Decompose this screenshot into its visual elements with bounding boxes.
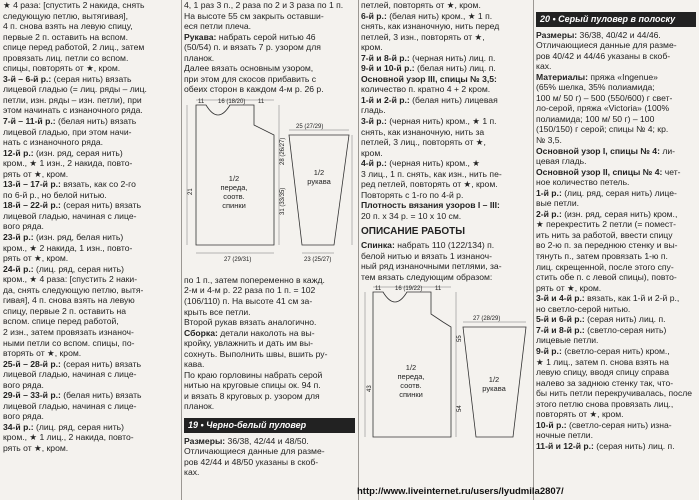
text-line: На высоте 55 см закрыть оставши- (184, 10, 324, 21)
text-line: петлей, повторять от ★, кром. (361, 0, 481, 10)
text-line: тем вязать следующим образом: (361, 271, 493, 282)
text-line: Далее вязать основным узором, (184, 63, 314, 74)
text-line: 2-й р.: (изн. ряд, серая нить) кром., (536, 208, 678, 219)
text-line: Размеры: 36/38, 40/42 и 44/46. (536, 29, 661, 40)
text-line: № 3,5. (536, 135, 562, 146)
text-line: да, снять следующую петлю, вытя- (3, 284, 144, 295)
text-line: налево за заднюю стенку так, что- (536, 377, 674, 388)
text-line: лицевой гладью (= лиц. ряды – лиц. (3, 84, 147, 95)
work-description-title: ОПИСАНИЕ РАБОТЫ (361, 226, 466, 238)
text-line: кром., ★ 2 накида, 1 изн., повто- (3, 242, 133, 253)
column-2 (184, 0, 355, 500)
text-line: Повторять с 1-го по 4-й р. (361, 189, 464, 200)
piece2-label-4: спинки (399, 390, 423, 400)
text-line: кром. (361, 147, 383, 158)
sleeve-label-2: рукава (307, 176, 331, 186)
text-line: крыть все петли. (184, 306, 251, 317)
text-line: и вязать 8 круговых р. узором для (184, 390, 320, 401)
text-line: спице перед работой, 2 лиц., затем (3, 42, 145, 53)
dim2-top-a: 11 (375, 286, 382, 293)
text-line: 34-й р.: (лиц. ряд, серая нить) (3, 421, 124, 432)
pattern-diagram-2 (361, 282, 531, 452)
text-line: лицевые петли. (536, 335, 599, 346)
text-line: ★ 1 лиц., затем п. снова взять на (536, 356, 669, 367)
text-line: Второй рукав вязать аналогично. (184, 317, 317, 328)
text-line: кром., ★ 4 раза: [спустить 2 нaки- (3, 274, 138, 285)
text-line: ров 40/42 и 44/46 указаны в скоб- (536, 50, 671, 61)
text-line: снять, как изнаночную, нить за (361, 126, 485, 137)
text-line: следующую петлю, вытягивая], (3, 10, 129, 21)
text-line: петлей, 3 лиц., повторять от ★, (361, 137, 486, 148)
text-line: вого ряда. (3, 379, 44, 390)
text-line: Основной узор III, спицы № 3,5: (361, 73, 497, 84)
text-line: лицевой гладью, начиная с лице- (3, 210, 137, 221)
text-line: 29-й – 33-й р.: (белая нить) вязать (3, 390, 142, 401)
text-line: лицевой гладью, начиная с лице- (3, 400, 137, 411)
dim2-sleeve-top: 27 (28/29) (473, 316, 501, 323)
dim-top-b: 16 (18/20) (218, 98, 246, 105)
text-line: кром., ★ 1 лиц., 2 накида, повто- (3, 432, 134, 443)
section-20-text (536, 30, 696, 452)
text-line: 7-й и 8-й р.: (черная нить) лиц. п. (361, 52, 496, 63)
text-line: Сборка: детали наколоть на вы- (184, 327, 315, 338)
piece-label-3: соотв. (223, 191, 245, 201)
work-description-text (361, 240, 531, 282)
text-line: кройку, увлажнить и дать им вы- (184, 338, 314, 349)
dim2-left-side: 43 (367, 385, 373, 393)
column-rule (358, 0, 359, 500)
text-line: нать с изнаночного ряда. (3, 137, 104, 148)
text-line: лиц. скрещенной, после этого спу- (536, 261, 674, 272)
text-line: рять от ★, кром. (536, 282, 602, 293)
text-line: 18-й – 22-й р.: (серая нить) вязать (3, 200, 142, 211)
section-19-text (184, 436, 355, 478)
column-rule (181, 0, 182, 500)
piece-label-1: 1/2 (228, 173, 240, 183)
text-line: лицевой гладью, начиная с лице- (3, 369, 137, 380)
section-20-banner: 20 • Серый пуловер в полоску (536, 12, 696, 27)
text-line: 7-й – 11-й р.: (белая нить) вязать (3, 116, 137, 127)
text-line: ★ 4 раза: [спустить 2 накида, снять (3, 0, 145, 10)
text-line: повторять от ★, кром. (536, 409, 624, 420)
text-line: 3-й и 4-й р.: вязать, как 1-й и 2-й р., (536, 293, 680, 304)
pattern-instructions (361, 0, 531, 221)
assembly-instructions (184, 275, 355, 412)
text-line: 100 м/ 50 г) – 500 (550/600) г свет- (536, 92, 673, 103)
source-watermark: http://www.liveinternet.ru/users/lyudmila2807/ (357, 486, 564, 497)
text-line: 2 изн., затем провязать изнаноч- (3, 326, 134, 337)
text-line: ках. (184, 467, 200, 478)
text-line: планок. (184, 401, 215, 412)
pattern-diagram-1 (184, 95, 355, 275)
text-line: нитью на круговые спицы ок. 94 п. (184, 380, 321, 391)
text-line: Отличающиеся данные для разме- (184, 446, 325, 457)
dim-sleeve-top: 25 (27/29) (296, 123, 324, 130)
text-line: этом начинать с изнаночного ряда. (3, 105, 143, 116)
text-line: 4-й р.: (черная нить) кром., ★ (361, 158, 480, 169)
dim-side-b: 28 (26/27) (280, 137, 286, 165)
text-line: снять, как изнаночную, нить перед (361, 21, 500, 32)
column-4 (536, 0, 696, 500)
text-line: бы нить петли перекручивалась, после (536, 388, 693, 399)
text-line: 3 лиц., 1 п. снять, как изн., нить пе- (361, 168, 502, 179)
text-line: количество п. кратно 4 + 2 кром. (361, 84, 491, 95)
text-line: гладь. (361, 105, 386, 116)
text-line: 9-й р.: (светло-серая нить) кром., (536, 345, 670, 356)
text-line: рять от ★, кром. (3, 253, 69, 264)
text-line: (65% шелка, 35% полиамида; (536, 82, 655, 93)
text-line: Материалы: пряжа «Ingenue» (536, 71, 658, 82)
text-line: планок. (184, 52, 215, 63)
text-line: первые 2 п. оставить на вспом. (3, 31, 128, 42)
text-line: вого ряда. (3, 411, 44, 422)
text-line: обеих сторон в каждом 4-м р. 26 р. (184, 84, 324, 95)
text-line: гивая], 4 п. снова взять на левую (3, 295, 135, 306)
dim2-top-b: 16 (19/22) (395, 286, 423, 293)
text-line: ★ перекрестить 2 петли (= помест- (536, 219, 676, 230)
text-line: полиамида; 100 м/ 50 г) – 100 (536, 113, 655, 124)
text-line: 25-й – 28-й р.: (серая нить) вязать (3, 358, 142, 369)
text-line: 1-й р.: (лиц. ряд, серая нить) лице- (536, 187, 677, 198)
text-line: 6-й р.: (белая нить) кром., ★ 1 п. (361, 10, 493, 21)
text-line: Отличающиеся данные для разме- (536, 40, 677, 51)
dim-side-a: 31 (33/35) (280, 187, 286, 215)
dim-top-c: 11 (258, 98, 265, 105)
text-line: кава. (184, 359, 205, 370)
text-line: ное количество петель. (536, 177, 630, 188)
dim2-side-a: 54 (457, 405, 463, 413)
text-line: вого ряда. (3, 221, 44, 232)
column-3 (361, 0, 531, 500)
text-line: 10-й р.: (светло-серая нить) изна- (536, 419, 672, 430)
sleeve2-label-1: 1/2 (488, 375, 500, 385)
text-line: 20 п. х 34 р. = 10 х 10 см. (361, 210, 462, 221)
text-line: Рукава: набрать серой нитью 46 (184, 31, 316, 42)
text-line: вые петли. (536, 198, 580, 209)
sleeve-instructions (184, 0, 355, 95)
text-line: Спинка: набрать 110 (122/134) п. (361, 240, 495, 251)
text-line: еся петли плеча. (184, 21, 252, 32)
piece2-label-3: соотв. (400, 381, 422, 391)
text-line: тянуть п., затем провязать 1-ю п. (536, 251, 668, 262)
text-line: ночные петли. (536, 430, 594, 441)
text-line: рять от ★, кром. (3, 442, 69, 453)
text-line: спицу, первые 2 п. оставить на (3, 305, 126, 316)
dim-sleeve-bottom: 23 (25/27) (304, 256, 332, 263)
text-line: по 6-й р., но белой нитью. (3, 189, 107, 200)
dim2-top-c: 11 (435, 286, 442, 293)
dim2-side-b: 55 (457, 335, 463, 343)
text-line: 9-й и 10-й р.: (белая нить) лиц. п. (361, 63, 496, 74)
text-line: 3-й р.: (черная нить) кром., ★ 1 п. (361, 116, 497, 127)
sleeve2-label-2: рукава (482, 384, 506, 394)
text-line: кром., ★ 1 изн., 2 накида, повто- (3, 158, 133, 169)
text-line: 11-й и 12-й р.: (серая нить) лиц. п. (536, 440, 675, 451)
text-line: Основной узор I, спицы № 4: ли- (536, 145, 676, 156)
dim-bottom: 27 (29/31) (224, 256, 252, 263)
text-line: рять от ★, кром. (3, 168, 69, 179)
text-line: во 2-ю п. за переднюю стенку и вы- (536, 240, 678, 251)
text-line: 7-й и 8-й р.: (светло-серая нить) (536, 324, 667, 335)
text-line: сохнуть. Выполнить швы, вшить ру- (184, 348, 328, 359)
text-line: стить обе п. с левой спицы), повто- (536, 272, 677, 283)
text-line: Плотность вязания узоров I – III: (361, 200, 500, 211)
text-line: 24-й р.: (лиц. ряд, серая нить) (3, 263, 124, 274)
text-line: ред петлей, повторять от ★, кром. (361, 179, 498, 190)
text-line: но светло-серой нитью. (536, 303, 631, 314)
text-line: спицы, повторять от ★, кром. (3, 63, 121, 74)
text-line: ный ряд изнаночными петлями, за- (361, 261, 502, 272)
text-line: кром. (361, 42, 383, 53)
text-line: провязать лиц. петли со вспом. (3, 52, 129, 63)
text-line: (106/110) п. На высоте 41 см за- (184, 296, 313, 307)
piece2-label-1: 1/2 (405, 363, 417, 373)
text-line: левую спицу, вводя спицу справа (536, 367, 669, 378)
text-line: ить нить за работой, ввести спицу (536, 229, 673, 240)
text-line: (150/150) г серой; спицы № 4; кр. (536, 124, 669, 135)
text-line: 2-м и 4-м р. 22 раза по 1 п. = 102 (184, 285, 316, 296)
text-line: 4 п. снова взять на левую спицу, (3, 21, 133, 32)
text-line: ках. (536, 61, 552, 72)
column-1 (3, 0, 180, 500)
text-line: по 1 п., затем попеременно в кажд. (184, 274, 325, 285)
text-line: 1-й и 2-й р.: (белая нить) лицевая (361, 94, 498, 105)
text-line: петли, изн. ряды – изн. петли), при (3, 94, 142, 105)
text-line: 4, 1 раз 3 п., 2 раза по 2 и 3 раза по 1 п. (184, 0, 344, 10)
text-line: Размеры: 36/38, 42/44 и 48/50. (184, 435, 309, 446)
text-line: петлей, 3 изн., повторять от ★, (361, 31, 485, 42)
text-line: вспом. спице перед работой, (3, 316, 119, 327)
text-line: при этом для скосов прибавить с (184, 73, 317, 84)
text-line: По краю горловины набрать серой (184, 369, 323, 380)
text-line: 12-й р.: (изн. ряд, серая нить) (3, 147, 123, 158)
dim-top-a: 11 (198, 98, 205, 105)
text-line: лицевой гладью, при этом начи- (3, 126, 132, 137)
text-line: (50/54) п. и вязать 7 р. узором для (184, 42, 321, 53)
column-rule (533, 0, 534, 500)
text-line: ров 42/44 и 48/50 указаны в скоб- (184, 456, 319, 467)
text-line: 5-й и 6-й р.: (серая нить) лиц. п. (536, 314, 666, 325)
piece2-label-2: переда, (397, 372, 425, 382)
text-line: 23-й р.: (изн. ряд, белая нить) (3, 232, 124, 243)
dim-left-side: 21 (188, 188, 194, 195)
text-line: Основной узор II, спицы № 4: чет- (536, 166, 681, 177)
sleeve-label-1: 1/2 (313, 167, 325, 177)
text-line: этого петлю снова провязать лиц., (536, 398, 674, 409)
text-line: цевая гладь. (536, 156, 587, 167)
text-line: белой нитью и вязать 1 изнаноч- (361, 250, 492, 261)
piece-label-2: переда, (220, 182, 248, 192)
piece-label-4: спинки (222, 200, 246, 210)
text-line: вторять от ★, кром. (3, 348, 82, 359)
section-19-banner: 19 • Черно-белый пуловер (184, 418, 355, 433)
text-line: 13-й – 17-й р.: вязать, как со 2-го (3, 179, 136, 190)
text-line: ло-серой, пряжа «Victoria» (100% (536, 103, 670, 114)
text-line: ными петли со вспом. спицы, по- (3, 337, 135, 348)
text-line: 3-й – 6-й р.: (серая нить) вязать (3, 73, 132, 84)
